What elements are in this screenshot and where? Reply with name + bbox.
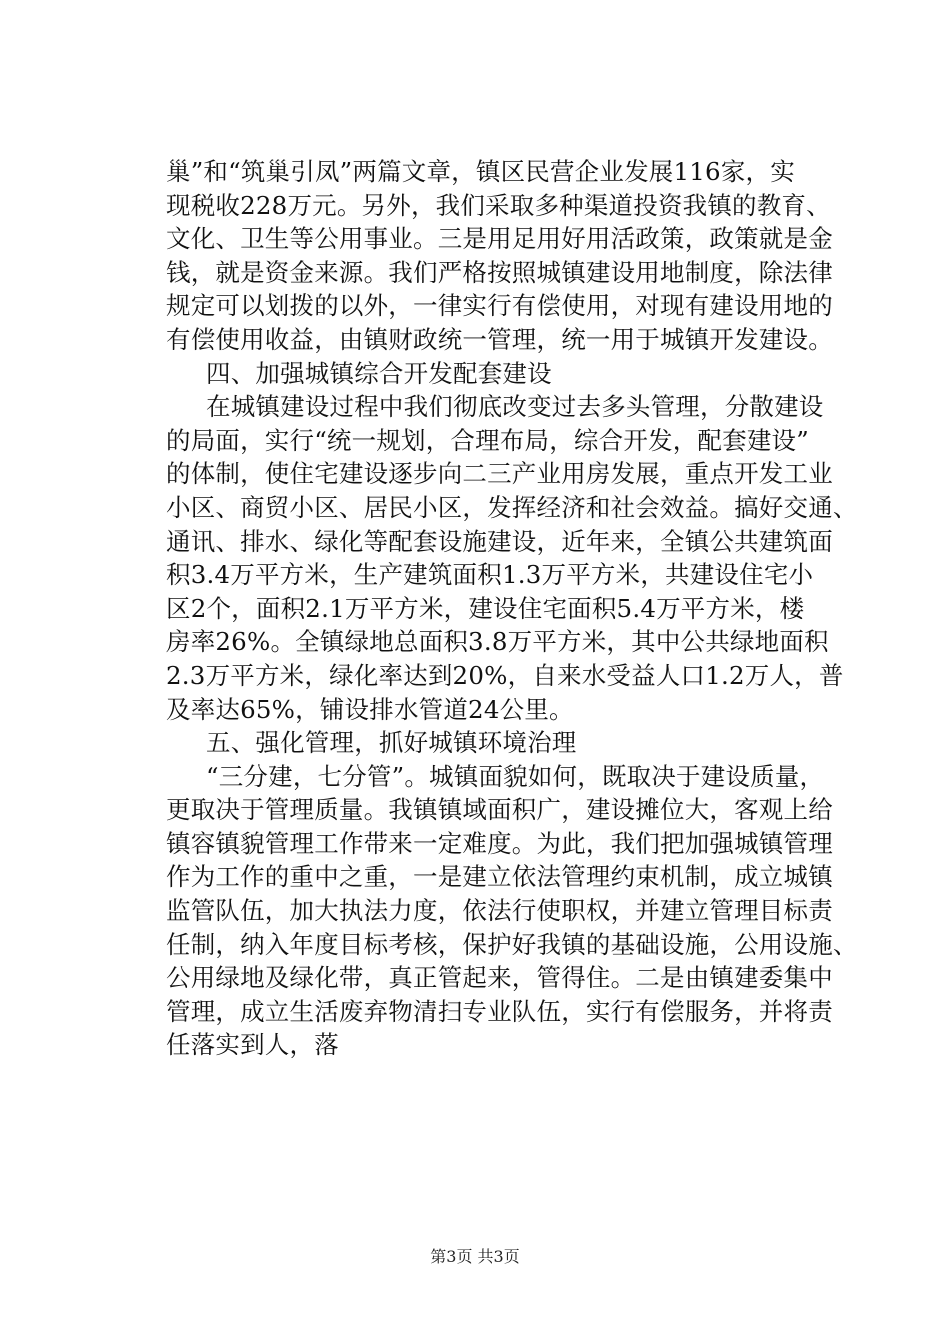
- text-line: 任制，纳入年度目标考核，保护好我镇的基础设施，公用设施、: [166, 929, 858, 959]
- text-line: 镇容镇貌管理工作带来一定难度。为此，我们把加强城镇管理: [166, 828, 833, 858]
- text-line: 规定可以划拨的以外，一律实行有偿使用，对现有建设用地的: [166, 291, 833, 321]
- text-line: 监管队伍，加大执法力度，依法行使职权，并建立管理目标责: [166, 896, 833, 926]
- text-line: 现税收228万元。另外，我们采取多种渠道投资我镇的教育、: [166, 190, 831, 220]
- text-line: 在城镇建设过程中我们彻底改变过去多头管理，分散建设: [206, 392, 824, 422]
- text-line: 的体制，使住宅建设逐步向二三产业用房发展，重点开发工业: [166, 459, 833, 489]
- text-line: 作为工作的重中之重，一是建立依法管理约束机制，成立城镇: [166, 862, 833, 892]
- page-number-footer: 第3页 共3页: [430, 1247, 520, 1266]
- text-line: 区2个，面积2.1万平方米，建设住宅面积5.4万平方米，楼: [166, 593, 805, 623]
- text-line: 公用绿地及绿化带，真正管起来，管得住。二是由镇建委集中: [166, 963, 833, 993]
- text-line: 小区、商贸小区、居民小区，发挥经济和社会效益。搞好交通、: [166, 492, 858, 522]
- section-heading: 五、强化管理，抓好城镇环境治理: [206, 728, 577, 758]
- text-line: 及率达65%，铺设排水管道24公里。: [166, 694, 574, 724]
- text-line: 有偿使用收益，由镇财政统一管理，统一用于城镇开发建设。: [166, 324, 833, 354]
- text-line: 任落实到人，落: [166, 1030, 339, 1060]
- text-line: 2.3万平方米，绿化率达到20%，自来水受益人口1.2万人，普: [166, 660, 844, 690]
- text-line: “三分建，七分管”。城镇面貌如何，既取决于建设质量，: [206, 761, 825, 791]
- text-line: 钱，就是资金来源。我们严格按照城镇建设用地制度，除法律: [166, 257, 833, 287]
- text-line: 巢”和“筑巢引凤”两篇文章，镇区民营企业发展116家，实: [166, 157, 795, 186]
- text-line: 通讯、排水、绿化等配套设施建设，近年来，全镇公共建筑面: [166, 526, 833, 556]
- text-line: 房率26%。全镇绿地总面积3.8万平方米，其中公共绿地面积: [166, 627, 829, 657]
- text-line: 文化、卫生等公用事业。三是用足用好用活政策，政策就是金: [166, 224, 833, 254]
- text-line: 更取决于管理质量。我镇镇域面积广，建设摊位大，客观上给: [166, 795, 833, 825]
- text-line: 积3.4万平方米，生产建筑面积1.3万平方米，共建设住宅小: [166, 560, 814, 590]
- text-line: 管理，成立生活废弃物清扫专业队伍，实行有偿服务，并将责: [166, 996, 833, 1026]
- text-line: 的局面，实行“统一规划，合理布局，综合开发，配套建设”: [166, 425, 809, 455]
- section-heading: 四、加强城镇综合开发配套建设: [206, 358, 552, 388]
- body-text: [166, 155, 858, 1062]
